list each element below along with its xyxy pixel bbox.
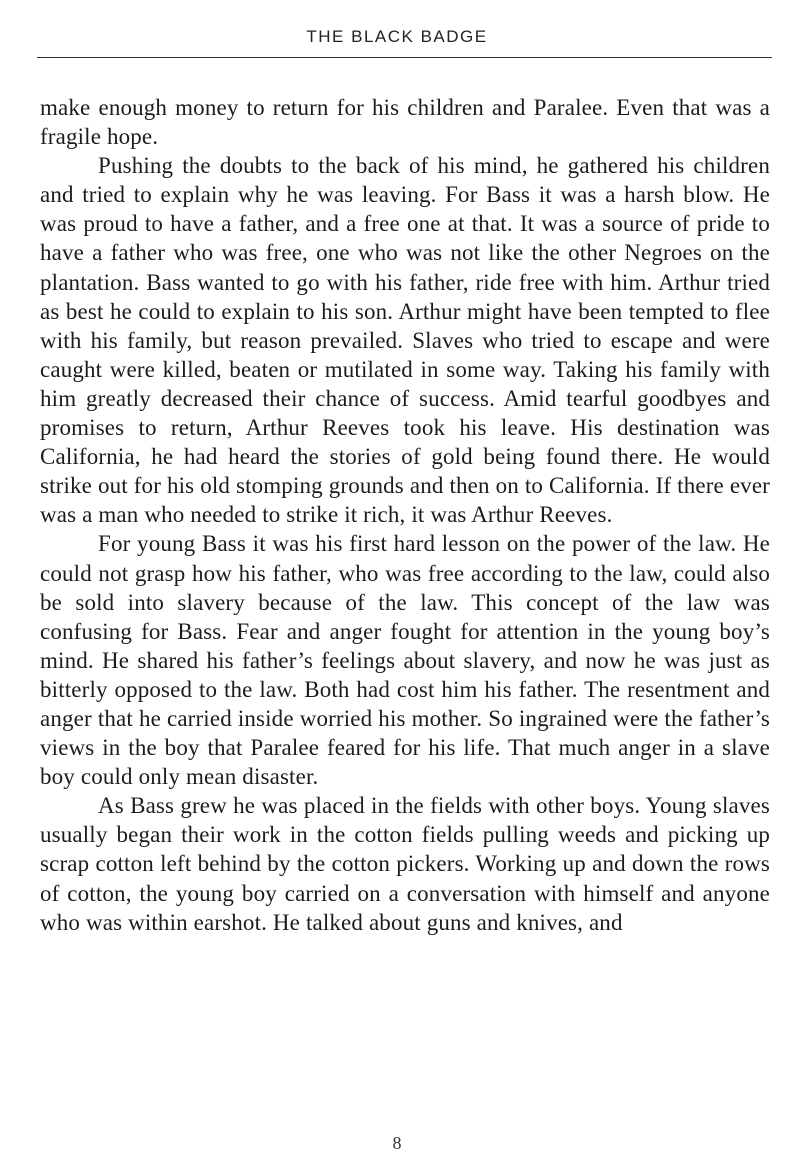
header-rule [37, 57, 772, 58]
paragraph-continued: make enough money to return for his children and Paralee. Even that was a fragile hope. [40, 95, 770, 150]
paragraph: For young Bass it was his first hard lesson on the power of the law. He could not grasp how his father, who was free according to the law, could also be sold into slavery because of the law. This concept of the law was confusing for Bass. Fear and anger fought for attention in the young boy’s mind. He shared his father’s feelings about slavery, and now he was just as bitterly opposed to the law. Both had cost him his father. The resentment and anger that he carried inside worried his mother. So ingrained were the father’s views in the boy that Paralee feared for his life. That much anger in a slave boy could only mean disaster. [40, 531, 770, 790]
paragraph: Pushing the doubts to the back of his mind, he gathered his children and tried to explain why he was leaving. For Bass it was a harsh blow. He was proud to have a father, and a free one at that. It was a source of pride to have a father who was free, one who was not like the other Negroes on the plantation. Bass wanted to go with his father, ride free with him. Arthur tried as best he could to explain to his son. Arthur might have been tempted to flee with his family, but reason prevailed. Slaves who tried to escape and were caught were killed, beaten or mutilated in some way. Taking his family with him greatly decreased their chance of success. Amid tearful goodbyes and promises to return, Arthur Reeves took his leave. His destination was California, he had heard the stories of gold being found there. He would strike out for his old stomping grounds and then on to California. If there ever was a man who needed to strike it rich, it was Arthur Reeves. [40, 153, 770, 528]
page-number: 8 [392, 1133, 402, 1153]
running-header-title: THE BLACK BADGE [306, 27, 488, 46]
body-text [40, 93, 770, 937]
paragraph: As Bass grew he was placed in the fields with other boys. Young slaves usually began their work in the cotton fields pulling weeds and picking up scrap cotton left behind by the cotton pickers. Working up and down the rows of cotton, the young boy carried on a conversation with himself and anyone who was within earshot. He talked about guns and knives, and [40, 793, 770, 935]
